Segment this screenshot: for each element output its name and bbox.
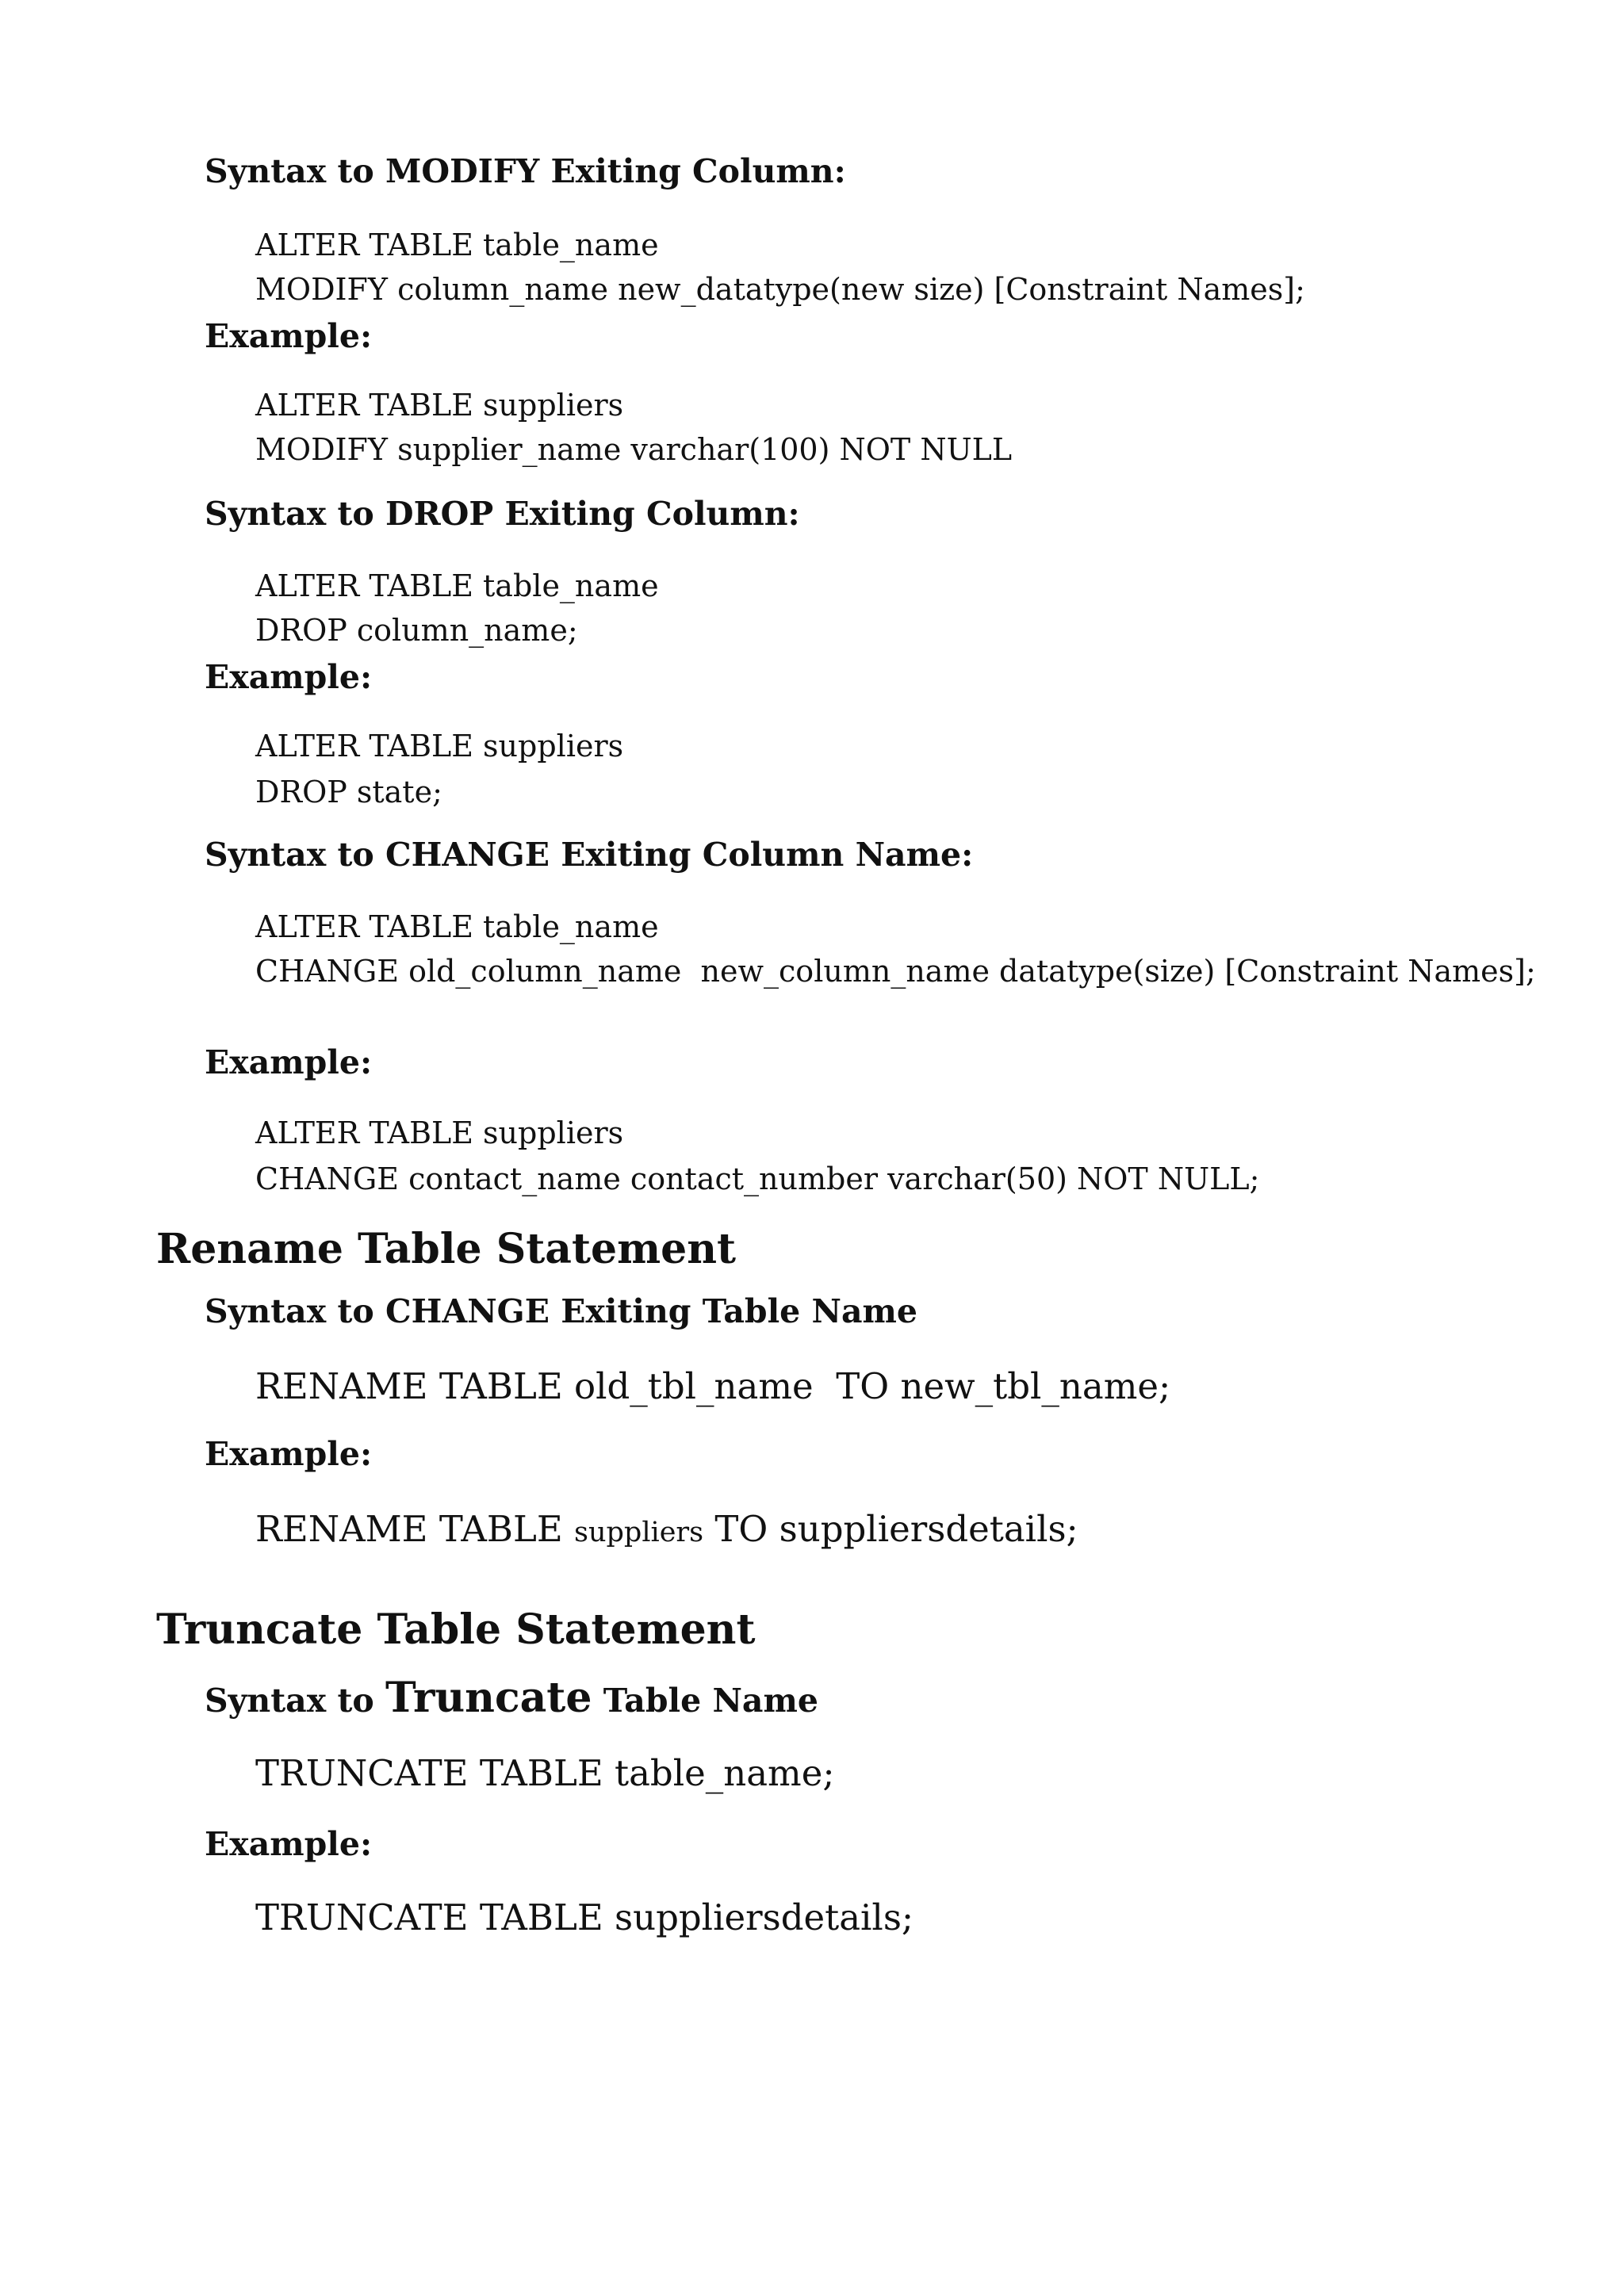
- modify-example-line-1: ALTER TABLE suppliers: [255, 388, 624, 423]
- drop-example-line-2: DROP state;: [255, 775, 442, 809]
- modify-example-line-2: MODIFY supplier_name varchar(100) NOT NULL: [255, 432, 1013, 467]
- truncate-heading-part-2: Truncate: [385, 1674, 592, 1722]
- truncate-example-label: Example:: [205, 1825, 373, 1863]
- rename-example-part-2: suppliers: [574, 1517, 704, 1548]
- truncate-heading-part-1: Syntax to: [205, 1682, 386, 1720]
- truncate-section-title: Truncate Table Statement: [156, 1605, 756, 1654]
- drop-syntax-line-2: DROP column_name;: [255, 613, 578, 648]
- truncate-heading-part-3: Table Name: [592, 1682, 818, 1720]
- change-syntax-line-1: ALTER TABLE table_name: [255, 909, 659, 944]
- modify-syntax-line-1: ALTER TABLE table_name: [255, 228, 659, 262]
- drop-example-line-1: ALTER TABLE suppliers: [255, 729, 624, 763]
- modify-syntax-line-2: MODIFY column_name new_datatype(new size) [Constraint Names];: [255, 272, 1305, 307]
- modify-example-label: Example:: [205, 317, 373, 355]
- modify-syntax-heading: Syntax to MODIFY Exiting Column:: [205, 152, 846, 190]
- change-example-label: Example:: [205, 1043, 373, 1081]
- change-example-line-1: ALTER TABLE suppliers: [255, 1115, 624, 1150]
- change-example-line-2: CHANGE contact_name contact_number varchar(50) NOT NULL;: [255, 1161, 1260, 1196]
- rename-example-label: Example:: [205, 1435, 373, 1473]
- rename-example-line: [255, 1508, 1078, 1550]
- rename-syntax-heading: Syntax to CHANGE Exiting Table Name: [205, 1292, 918, 1330]
- rename-section-title: Rename Table Statement: [156, 1225, 737, 1273]
- drop-example-label: Example:: [205, 658, 373, 696]
- truncate-syntax-line: TRUNCATE TABLE table_name;: [255, 1752, 835, 1794]
- drop-syntax-line-1: ALTER TABLE table_name: [255, 568, 659, 603]
- change-syntax-heading: Syntax to CHANGE Exiting Column Name:: [205, 836, 974, 874]
- change-syntax-line-2: CHANGE old_column_name new_column_name datatype(size) [Constraint Names];: [255, 954, 1536, 989]
- rename-example-part-1: RENAME TABLE: [255, 1508, 574, 1550]
- truncate-syntax-heading: [205, 1674, 818, 1722]
- rename-syntax-line: RENAME TABLE old_tbl_name TO new_tbl_name;: [255, 1365, 1171, 1407]
- truncate-example-line: TRUNCATE TABLE suppliersdetails;: [255, 1896, 914, 1938]
- rename-example-part-3: TO suppliersdetails;: [703, 1508, 1078, 1550]
- drop-syntax-heading: Syntax to DROP Exiting Column:: [205, 495, 800, 533]
